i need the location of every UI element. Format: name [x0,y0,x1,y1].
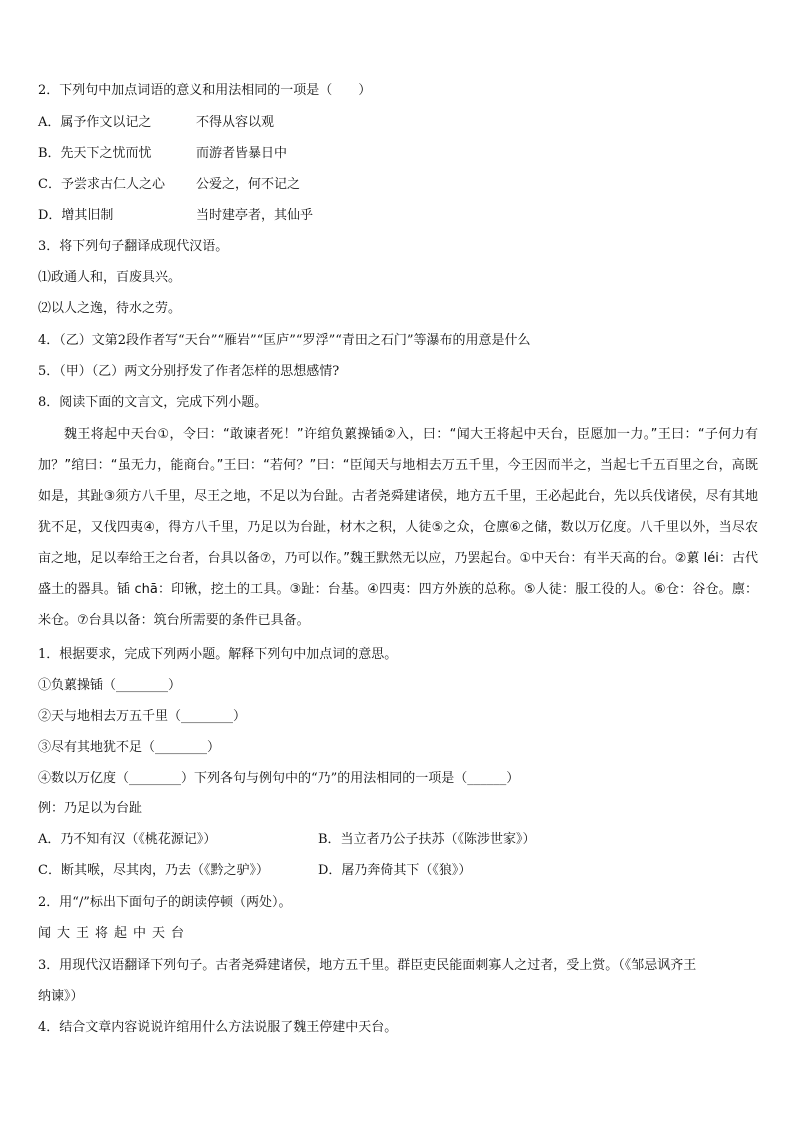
sub1-option-d: D．屠乃奔倚其下（《狼》） [318,863,472,878]
sub2-title: 2．用“/”标出下面句子的朗读停顿（两处）。 [38,895,292,910]
sub2-sentence: 闻大王将起中天台 [38,926,191,941]
sub1-option-b: B．当立者乃公子扶苏（《陈涉世家》） [318,832,536,847]
q5-text: 5．（甲）（乙）两文分别抒发了作者怎样的思想感情? [38,364,340,379]
q3-title: 3．将下列句子翻译成现代汉语。 [38,239,229,254]
q2-option-d-left: D．增其旧制 [38,208,114,223]
q3-item-1: ⑴政通人和，百废具兴。 [38,270,182,285]
q2-option-a-right: 不得从容以观 [196,115,275,130]
sub1-item-3: ③尽有其地犹不足（________） [38,740,221,755]
q3-item-2: ⑵以人之逸，待水之劳。 [38,301,182,316]
q4-text: 4．（乙）文第2段作者写“天台”“雁岩”“匡庐”“罗浮”“青田之石门”等瀑布的用意是什么 [38,333,531,348]
q8-title: 8．阅读下面的文言文，完成下列小题。 [38,395,268,410]
sub1-title: 1．根据要求，完成下列两小题。解释下列句中加点词的意思。 [38,647,398,662]
q2-option-c-left: C．予尝求古仁人之心 [38,177,165,192]
sub3-line-1: 3．用现代汉语翻译下列句子。古者尧舜建诸侯，地方五千里。群臣吏民能面刺寡人之过者，受上赏。（《邹忌讽齐王 [38,958,697,973]
q2-title: 2．下列句中加点词语的意义和用法相同的一项是（ ） [38,83,372,98]
q2-option-b-left: B．先天下之忧而忧 [38,146,152,161]
sub4-text: 4．结合文章内容说说许绾用什么方法说服了魏王停建中天台。 [38,1020,398,1035]
q2-option-c-right: 公爱之，何不记之 [196,177,301,192]
sub3-line-2: 纳谏》） [38,989,84,1004]
sub1-item-4: ④数以万亿度（________）下列各句与例句中的“乃”的用法相同的一项是（______） [38,771,520,786]
q2-option-b-right: 而游者皆暴日中 [196,146,288,161]
classical-passage: 魏王将起中天台①，令曰：“敢谏者死！”许绾负蔂操锸②入，曰：“闻大王将起中天台，臣愿加一力。”王曰：“子何力有加？”绾曰：“虽无力，能商台。”王曰：“若何？”曰：“臣闻天与地相去万五千里，今王因而半之，当起七千五百里之台，高既如是，其趾③须方八千里，尽王之地，不足以为台趾。古者尧舜建诸侯，地方五千里，王必起此台，先以兵伐诸侯，尽有其地犹不足，又伐四夷④，得方八千里，乃足以为台趾，材木之积，人徒⑤之众，仓廪⑥之储，数以万亿度。八千里以外，当尽农亩之地，足以奉给王之台者，台具以备⑦，乃可以作。”魏王默然无以应，乃罢起台。①中天台：有半天高的台。②蔂 léi：古代盛土的器具。锸 chā：印锹，挖土的工具。③趾：台基。④四夷：四方外族的总称。⑤人徒：服工役的人。⑥仓：谷仓。廪：米仓。⑦台具以备：筑台所需要的条件已具备。 [38,427,758,628]
sub1-option-c: C．断其喉，尽其肉，乃去（《黔之驴》） [38,863,269,878]
sub1-option-a: A．乃不知有汉（《桃花源记》） [38,832,217,847]
q2-option-a-left: A．属予作文以记之 [38,115,152,130]
sub1-example: 例：乃足以为台趾 [38,801,143,816]
sub1-item-1: ①负蔂操锸（________） [38,678,182,693]
sub1-item-2: ②天与地相去万五千里（________） [38,709,247,724]
q2-option-d-right: 当时建亭者，其仙乎 [196,208,314,223]
